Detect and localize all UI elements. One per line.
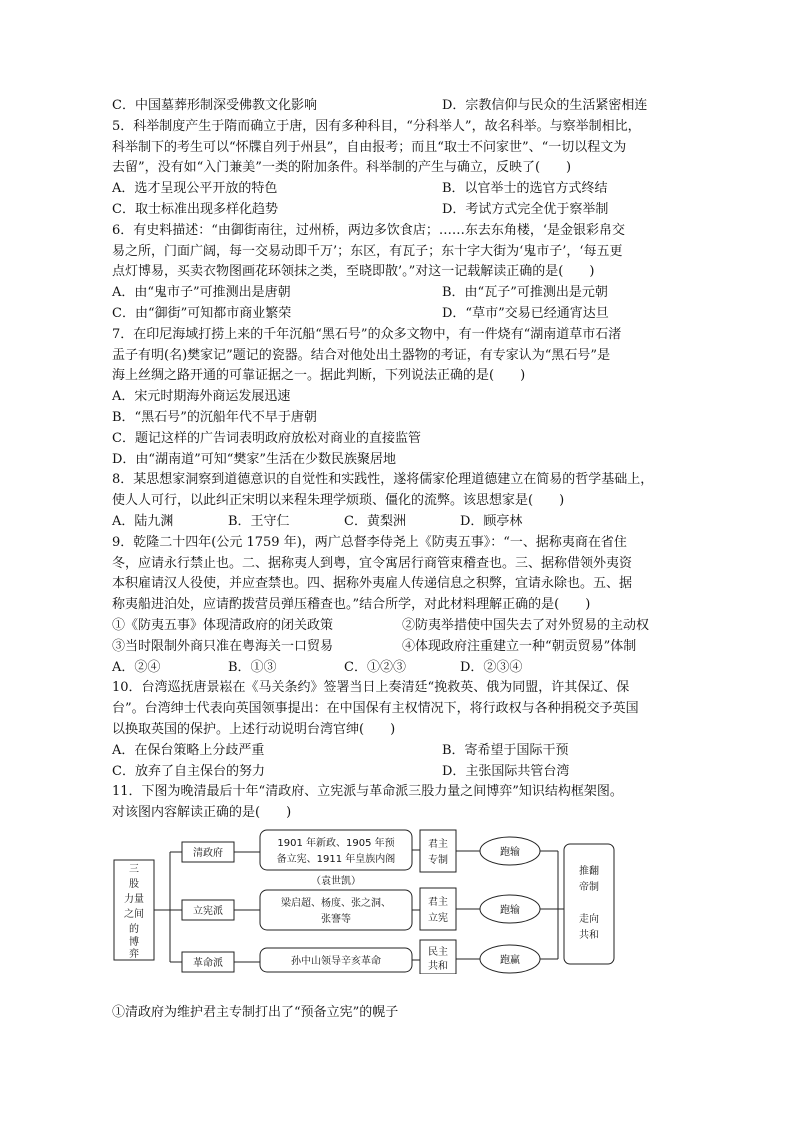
q5-option-a: A．选才呈现公平开放的特色: [112, 181, 278, 197]
q10-option-b: B．寄希望于国际干预: [442, 742, 569, 758]
diagram-left-text-5: 的: [129, 924, 139, 935]
q10-option-c: C．放弃了自主保台的努力: [112, 763, 265, 779]
exam-page: [112, 96, 684, 824]
q9-option-c: C．①②③: [344, 659, 406, 675]
q6-options-ab: [112, 283, 684, 304]
q6-stem-line-2: 易之所，门面广阔，每一交易动即千万’；东区，有瓦子；东十字大街为‘鬼市子’，‘每五更: [112, 243, 623, 259]
q8-stem-line-2: 使人人可行，以此纠正宋明以来程朱理学烦琐、僵化的流弊。该思想家是( ): [112, 493, 565, 509]
q8-option-b: B．王守仁: [228, 513, 290, 529]
q9-statements-12: [112, 616, 684, 637]
q10-options-ab: [112, 741, 684, 762]
q5-option-d: D．考试方式完全优于察举制: [442, 201, 609, 217]
diagram-final-1: 推翻: [579, 866, 599, 877]
q10-options-cd: [112, 762, 684, 783]
q8-stem-line-1: 8．某思想家洞察到道德意识的自觉性和实践性，遂将儒家伦理道德建立在简易的哲学基础上，: [112, 472, 654, 488]
q9-stem-line-1: 9．乾隆二十四年(公元 1759 年)，两广总督李侍尧上《防夷五事》：“一、据称夷商在省住: [112, 534, 627, 550]
diagram-final-box: [564, 844, 614, 964]
q5-options-cd: [112, 200, 684, 221]
diagram-left-text-6: 博: [129, 937, 139, 948]
q7-option-d: D．由“湖南道”可知“樊家”生活在少数民族聚居地: [112, 451, 397, 467]
q5-stem-line-1: 5．科举制度产生于隋而确立于唐，因有多种科目，“分科举人”，故名科举。与察举制相比，: [112, 118, 641, 134]
diagram-left-text-3: 力量: [124, 894, 144, 905]
q5-stem-line-3: 去留”，没有如“入门兼美”一类的附加条件。科举制的产生与确立，反映了( ): [112, 160, 572, 176]
diagram-r2-result: 跑输: [500, 905, 520, 916]
diagram-left-text-4: 之间: [124, 909, 144, 920]
q9-option-b: B．①③: [228, 659, 277, 675]
q7-stem-line-2: 盂子有明(名)樊家记”题记的瓷器。结合对他处出土器物的考证，有专家认为“黑石号”是: [112, 347, 611, 363]
q8-option-c: C．黄梨洲: [344, 513, 406, 529]
diagram-r1-content-1: 1901 年新政、1905 年预: [277, 838, 395, 849]
q11-statement-1: ①清政府为维护君主专制打出了“预备立宪”的幌子: [112, 1005, 399, 1020]
diagram-middle-note: （袁世凯）: [311, 876, 361, 887]
diagram-left-text-7: 弈: [129, 949, 139, 960]
q7-option-a: A．宋元时期海外商运发展迅速: [112, 389, 291, 405]
q7-stem-line-1: 7．在印尼海域打捞上来的千年沉船“黑石号”的众多文物中，有一件烧有“湖南道草市石渚: [112, 326, 622, 342]
diagram-svg: [112, 824, 672, 974]
diagram-r3-goal-2: 共和: [428, 961, 448, 972]
q9-statements-34: [112, 637, 684, 658]
q9-statement-4: ④体现政府注重建立一种“朝贡贸易”体制: [402, 638, 637, 654]
q4-option-c: C．中国墓葬形制深受佛教文化影响: [112, 98, 317, 113]
q5-option-c: C．取士标准出现多样化趋势: [112, 201, 278, 217]
q5-options-ab: [112, 179, 684, 200]
diagram-r3-result: 跑赢: [500, 955, 520, 966]
q8-option-a: A．陆九渊: [112, 513, 174, 529]
q6-option-a: A．由“鬼市子”可推测出是唐朝: [112, 285, 291, 301]
diagram-r3-label: 革命派: [193, 958, 223, 969]
diagram-r2-content-2: 张謇等: [321, 914, 351, 925]
q11-stem-line-2: 对该图内容解读正确的是( ): [112, 805, 292, 821]
diagram-r1-result: 跑输: [500, 847, 520, 858]
q6-option-c: C．由“御街”可知都市商业繁荣: [112, 305, 292, 321]
q9-stem-line-3: 本积雇请汉人役使，并应查禁也。四、据称外夷雇人传递信息之积弊，宜请永除也。五、据: [112, 576, 633, 592]
q9-option-d: D．②③④: [460, 659, 523, 675]
diagram-r2-goal-1: 君主: [428, 897, 448, 908]
knowledge-framework-diagram: [112, 824, 672, 974]
diagram-r2-label: 立宪派: [193, 906, 223, 917]
q10-option-a: A．在保台策略上分歧严重: [112, 742, 265, 758]
q10-stem-line-1: 10．台湾巡抚唐景崧在《马关条约》签署当日上奏清廷“挽救英、俄为同盟，许其保辽、保: [112, 680, 630, 696]
q10-stem-line-3: 以换取英国的保护。上述行动说明台湾官绅( ): [112, 721, 396, 737]
q9-option-a: A．②④: [112, 659, 161, 675]
q6-stem-line-3: 点灯博易，买卖衣物图画花环领抹之类，至晓即散’。”对这一记载解读正确的是( ): [112, 264, 595, 280]
q6-options-cd: [112, 304, 684, 325]
q5-stem-line-2: 科举制下的考生可以“怀牒自列于州县”，自由报考；而且“取士不问家世”、“一切以程文为: [112, 139, 627, 155]
q4-option-d: D．宗教信仰与民众的生活紧密相连: [442, 98, 648, 113]
diagram-r2-content-1: 梁启超、杨度、张之洞、: [281, 898, 391, 909]
q7-option-b: B．“黑石号”的沉船年代不早于唐朝: [112, 409, 317, 425]
diagram-r1-label: 清政府: [193, 848, 223, 859]
q7-option-c: C．题记这样的广告词表明政府放松对商业的直接监管: [112, 430, 421, 446]
q6-stem-line-1: 6．有史料描述：“由御街南往，过州桥，两边多饮食店；……东去东角楼，‘是金银彩帛交: [112, 222, 626, 238]
diagram-left-text-1: 三: [129, 864, 139, 875]
q9-statement-1: ①《防夷五事》体现清政府的闭关政策: [112, 617, 334, 633]
diagram-final-2: 帝制: [579, 882, 599, 893]
diagram-r1-content-2: 备立宪、1911 年皇族内阁: [276, 854, 396, 865]
q9-options: [112, 658, 684, 679]
diagram-r1-goal-1: 君主: [428, 839, 448, 850]
diagram-final-4: 走向: [579, 914, 599, 925]
diagram-left-text-2: 股: [129, 879, 139, 890]
diagram-r2-goal-2: 立宪: [428, 913, 448, 924]
q4-options: [112, 96, 684, 117]
q7-stem-line-3: 海上丝绸之路开通的可靠证据之一。据此判断，下列说法正确的是( ): [112, 368, 526, 384]
q8-option-d: D．顾亭林: [460, 513, 523, 529]
q9-statement-3: ③当时限制外商只准在粤海关一口贸易: [112, 638, 334, 654]
q5-option-b: B．以官举士的选官方式终结: [442, 181, 608, 197]
diagram-r3-goal-1: 民主: [428, 947, 448, 958]
diagram-r1-goal-2: 专制: [428, 855, 448, 866]
q9-statement-2: ②防夷举措使中国失去了对外贸易的主动权: [402, 617, 650, 633]
q6-option-b: B．由“瓦子”可推测出是元朝: [442, 285, 608, 301]
q6-option-d: D．“草市”交易已经通宵达旦: [442, 305, 609, 321]
q11-stem-line-1: 11．下图为晚清最后十年“清政府、立宪派与革命派三股力量之间博弈”知识结构框架图。: [112, 784, 623, 800]
q10-stem-line-2: 台”。台湾绅士代表向英国领事提出：在中国保有主权情况下，将行政权与各种捐税交予英国: [112, 701, 639, 717]
q8-options: [112, 512, 684, 533]
q9-stem-line-2: 冬，应请永行禁止也。二、据称夷人到粤，宜令寓居行商管束稽查也。三、据称借领外夷资: [112, 555, 633, 571]
diagram-r3-content-1: 孙中山领导辛亥革命: [291, 956, 381, 967]
diagram-final-5: 共和: [579, 930, 599, 941]
q10-option-d: D．主张国际共管台湾: [442, 763, 570, 779]
q9-stem-line-4: 称夷船进泊处，应请酌拨营员弹压稽查也。”结合所学，对此材料理解正确的是( ): [112, 597, 591, 613]
